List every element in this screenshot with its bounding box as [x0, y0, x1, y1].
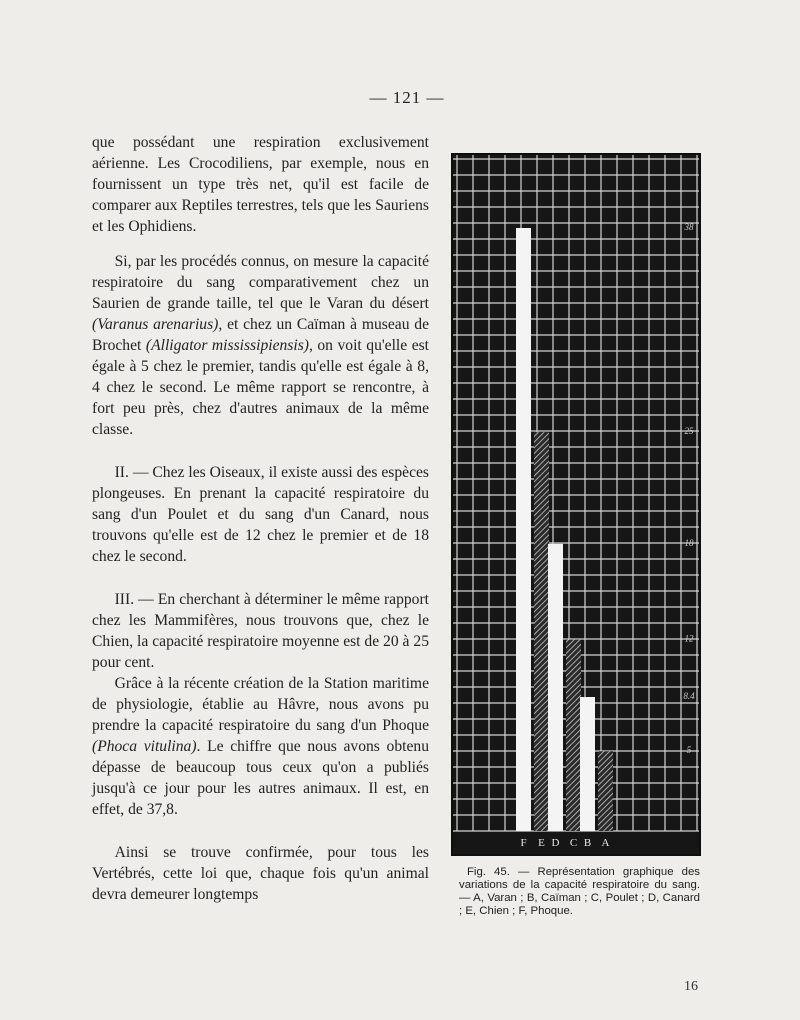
body-text — [92, 132, 429, 905]
category-label-c: C — [569, 837, 578, 849]
ytick-label: 5 — [686, 745, 692, 756]
paragraph-1: que possédant une respiration exclusivement aérienne. Les Crocodiliens, par exemple, nous en fournissent un type très net, qu'il est facile de comparer aux Reptiles terrestres, tels que les Sauriens et les Ophidiens. — [92, 134, 429, 235]
bar-e — [534, 432, 549, 831]
p2-text-c: , et chez un Caïman à museau de Brochet — [92, 316, 429, 354]
category-label-e: E — [538, 837, 545, 849]
ytick-label: 38 — [684, 222, 694, 232]
p5-species-phoca: (Phoca vitulina) — [92, 738, 197, 755]
ytick-label: 8.4 — [683, 691, 695, 701]
caption-label: Fig. 45. — — [466, 866, 538, 878]
ytick-label: 12 — [684, 633, 694, 644]
p5-text-c: . Le chiffre que nous avons obtenu dépasse de beaucoup tous ceux qu'on a publiés jusqu'à ce jour pour les autres animaux. Il est, en effet, de 37,8. — [92, 738, 429, 818]
paragraph-5 — [92, 673, 429, 820]
category-label-d: D — [551, 837, 560, 849]
bar-f — [516, 228, 531, 831]
figure-caption — [459, 866, 700, 918]
category-label-a: A — [601, 837, 610, 849]
bar-a — [598, 751, 613, 831]
respiratory-capacity-chart — [451, 153, 701, 856]
bar-b — [580, 697, 595, 831]
paragraph-4: III. — En cherchant à déterminer le même rapport chez les Mammifères, nous trouvons que, chez le Chien, la capacité respiratoire moyenne est de 20 à 25 pour cent. — [92, 591, 429, 671]
p2-text-e: , on voit qu'elle est égale à 5 chez le premier, tandis qu'elle est égale à 8, 4 chez le second. Le même rapport se rencontre, à fort peu près, chez d'autres animaux de la même classe. — [92, 337, 430, 438]
chart-tick-labels — [683, 222, 695, 755]
p2-species-alligator: (Alligator mississipiensis) — [145, 337, 309, 354]
paragraph-2 — [92, 251, 429, 440]
chart-svg — [453, 155, 699, 854]
p5-text-a: Grâce à la récente création de la Station maritime de physiologie, établie au Hâvre, nous avons pu prendre la capacité respiratoire du sang d'un Phoque — [92, 675, 429, 734]
caption-paragraph — [459, 866, 700, 918]
bar-d — [548, 544, 563, 831]
ytick-label: 18 — [684, 537, 694, 548]
signature-mark: 16 — [684, 979, 698, 994]
p2-species-varan: (Varanus arenarius) — [92, 316, 219, 333]
chart-category-labels — [520, 837, 609, 849]
caption-text: Représentation graphique des variations de la capacité respiratoire du sang. — A, Varan ; B, Caïman ; C, Poulet ; D, Canard ; E, Chien ; F, Phoque. — [459, 866, 700, 917]
page-number: — 121 — — [369, 88, 445, 107]
ytick-label: 25 — [684, 426, 694, 437]
category-label-b: B — [583, 837, 592, 849]
paragraph-6: Ainsi se trouve confirmée, pour tous les Vertébrés, cette loi que, chaque fois qu'un animal devra demeurer longtemps — [92, 844, 429, 903]
category-label-f: F — [520, 837, 527, 849]
paragraph-3: II. — Chez les Oiseaux, il existe aussi des espèces plongeuses. En prenant la capacité respiratoire du sang d'un Poulet et du sang d'un Canard, nous trouvons qu'elle est de 12 chez le premier et de 18 chez le second. — [92, 464, 429, 565]
p2-text-a: Si, par les procédés connus, on mesure la capacité respiratoire du sang comparativement chez un Saurien de grande taille, tel que le Varan du désert — [92, 253, 429, 312]
bar-c — [566, 640, 581, 831]
